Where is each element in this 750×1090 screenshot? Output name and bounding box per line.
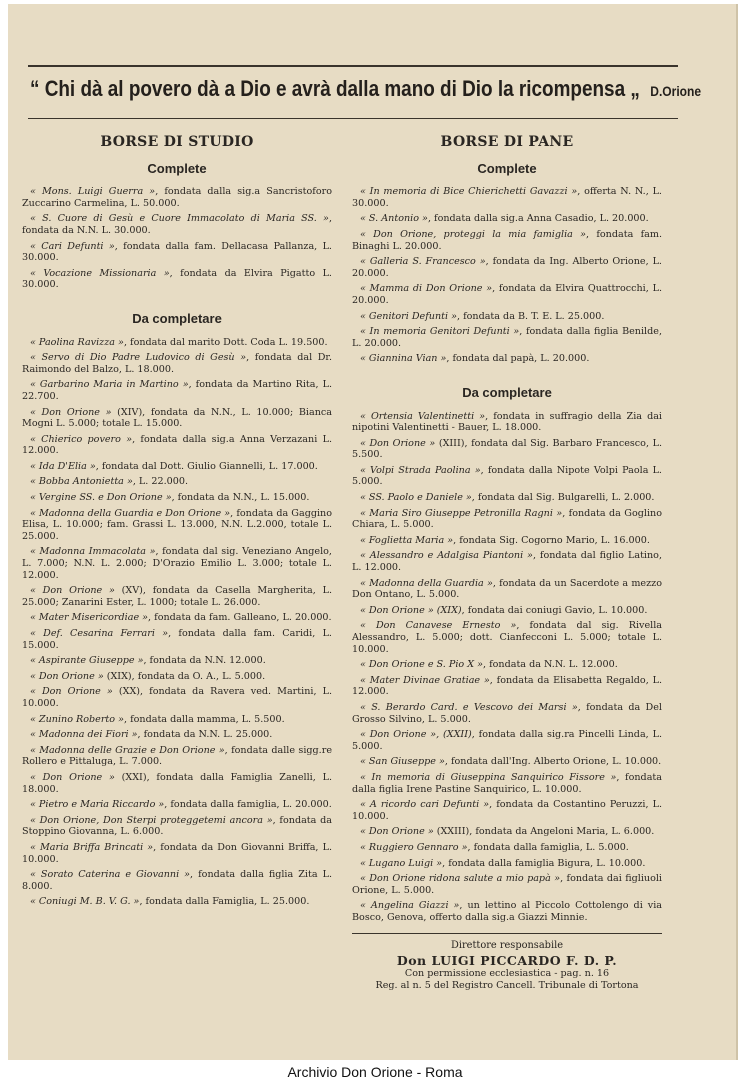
entry-title: « San Giuseppe » (360, 756, 445, 768)
credits-director: Don LUIGI PICCARDO F. D. P. (396, 952, 618, 968)
list-item (352, 620, 662, 655)
credits-role: Direttore responsabile (450, 940, 564, 952)
entry-detail: , un lettino al Piccolo Cottolengo di via Bosco, Genova, offerto dalla sig.a Giazzi Minnie. (352, 900, 662, 923)
entry-detail: , fondata dal Dr. Raimondo del Balzo, L. 18.000. (22, 352, 332, 375)
entry-title: « Madonna delle Grazie e Don Orione » (30, 744, 225, 756)
list-item (352, 550, 662, 573)
list-item (352, 465, 662, 488)
entry-title: « Ruggiero Gennaro » (360, 841, 468, 853)
list-item (352, 326, 662, 349)
entry-title: « Pietro e Maria Riccardo » (30, 799, 165, 811)
list-complete-studio (22, 186, 332, 291)
entry-title: « Aspirante Giuseppe » (30, 655, 144, 667)
list-item (22, 476, 332, 488)
list-item (352, 508, 662, 531)
entry-detail: (XX), fondata da Ravera ved. Martini, L. 10.000. (22, 686, 332, 709)
entry-title: « Don Orione » (30, 406, 112, 418)
motto-text: “ Chi dà al povero dà a Dio e avrà dalla mano di Dio la ricompensa „ (30, 76, 640, 101)
entry-title: « S. Cuore di Gesù e Cuore Immacolato di Maria SS. » (30, 213, 329, 225)
entry-detail: , fondata dalla famiglia, L. 5.000. (467, 841, 629, 853)
entry-detail: , fondata da Elvira Quattrocchi, L. 20.000. (352, 283, 662, 306)
entry-detail: , fondata dalla Famiglia, L. 25.000. (139, 896, 310, 908)
header-rule-top (28, 65, 678, 67)
entry-detail: , fondata in suffragio della Zia dai nipotini Valentinetti - Bauer, L. 18.000. (352, 410, 662, 434)
entry-detail: , fondata dalla Nipote Volpi Paola L. 5.000. (352, 464, 662, 488)
entry-title: « Don Orione, Don Sterpi proteggetemi ancora » (30, 814, 273, 826)
entry-detail: , fondata da B. T. E. L. 25.000. (456, 310, 605, 322)
entry-title: « Madonna della Guardia » (360, 577, 493, 589)
list-complete-pane (352, 186, 662, 365)
list-item (22, 379, 332, 402)
entry-detail: , fondata dall'Ing. Alberto Orione, L. 10.000. (444, 756, 662, 768)
list-item (22, 492, 332, 504)
list-item (22, 508, 332, 543)
list-item (352, 858, 662, 870)
list-todo-studio (22, 337, 332, 908)
entry-detail: , fondata da N.N. L. 12.000. (482, 659, 618, 671)
entry-title: « Volpi Strada Paolina » (360, 464, 481, 476)
list-item (22, 745, 332, 768)
entry-title: « Madonna della Guardia e Don Orione » (30, 507, 231, 519)
entry-title: « In memoria di Bice Chierichetti Gavazzi » (360, 186, 578, 198)
entry-detail: , fondata dalla sig.a Anna Verzazani L. 12.000. (22, 433, 332, 457)
list-item (22, 842, 332, 865)
entry-title: « S. Berardo Card. e Vescovo dei Marsi » (360, 701, 578, 713)
entry-detail: , fondata dalla famiglia, L. 20.000. (164, 799, 332, 811)
list-item (352, 873, 662, 896)
list-item (352, 492, 662, 504)
entry-detail: , fondata dal papà, L. 20.000. (446, 353, 590, 365)
entry-detail: , fondata da fam. Galleano, L. 20.000. (148, 612, 332, 624)
list-item (22, 268, 332, 291)
entry-detail: , fondata dal Dott. Giulio Giannelli, L. 17.000. (95, 460, 318, 472)
list-item (22, 241, 332, 264)
list-item (22, 461, 332, 473)
entry-detail: , fondata da N.N. L. 25.000. (137, 729, 273, 741)
subsection-complete: Complete (477, 160, 537, 176)
credits-block (352, 933, 662, 991)
list-item (22, 337, 332, 349)
entry-title: « Zunino Roberto » (30, 713, 124, 725)
list-item (352, 353, 662, 365)
page-edge (736, 4, 738, 1060)
list-item (22, 352, 332, 375)
archive-caption: Archivio Don Orione - Roma (287, 1064, 463, 1080)
list-item (352, 311, 662, 323)
entry-detail: , fondata dal sig. Veneziano Angelo, L. 7.000; N.N. L. 2.000; D'Orazio Emilio L. 3.000; totale L. 12.000. (22, 546, 332, 581)
entry-detail: (XXIII), fondata da Angeloni Maria, L. 6.000. (433, 826, 655, 838)
list-item (22, 686, 332, 709)
entry-title: « In memoria di Giuseppina Sanquirico Fissore » (360, 771, 617, 783)
subsection-da-completare: Da completare (132, 310, 222, 326)
list-item (22, 612, 332, 624)
list-item (22, 671, 332, 683)
entry-detail: (XIII), fondata dal Sig. Barbaro Francesco, L. 5.500. (352, 437, 662, 461)
entry-title: « Don Orione ridona salute a mio papà » (360, 873, 561, 885)
motto-signature: D.Orione (650, 83, 702, 99)
entry-detail: , fondata da Gaggino Elisa, L. 10.000; fam. Grassi L. 13.000, N.N. L.2.000, totale L. 25.000. (22, 507, 332, 542)
entry-title: « Garbarino Maria in Martino » (30, 379, 189, 391)
entry-title: « Lugano Luigi » (360, 857, 443, 869)
entry-title: « Sorato Caterina e Giovanni » (30, 869, 191, 881)
entry-title: « Vocazione Missionaria » (30, 267, 170, 279)
entry-detail: , fondata da Del Grosso Silvino, L. 5.000. (352, 701, 662, 725)
entry-title: « Maria Briffa Brincati » (30, 841, 154, 853)
list-item (22, 815, 332, 838)
entry-detail: , fondata da Elisabetta Regaldo, L. 12.000. (352, 674, 662, 698)
list-item (352, 229, 662, 252)
entry-detail: , fondata da N.N. 12.000. (143, 655, 266, 667)
credits-registration: Reg. al n. 5 del Registro Cancell. Tribunale di Tortona (375, 979, 639, 991)
entry-detail: , fondata da N.N., L. 15.000. (171, 492, 310, 504)
credits-permission: Con permissione ecclesiastica - pag. n. 16 (404, 968, 610, 980)
list-item (352, 756, 662, 768)
entry-detail: , fondata dalla figlia Benilde, L. 20.000. (352, 326, 662, 349)
list-item (352, 702, 662, 725)
entry-title: « Coniugi M. B. V. G. » (30, 896, 140, 908)
entry-detail: , fondata dal figlio Latino, L. 12.000. (352, 550, 662, 574)
entry-detail: , fondata dal marito Dott. Coda L. 19.500. (123, 336, 328, 348)
list-item (22, 896, 332, 908)
entry-detail: , fondata fam. Binaghi L. 20.000. (352, 228, 662, 252)
entry-title: « Madonna dei Fiori » (30, 729, 138, 741)
entry-title: « Don Orione » (30, 585, 115, 597)
entry-title: « Don Orione », (XXII) (360, 729, 472, 741)
entry-title: « Galleria S. Francesco » (360, 256, 486, 268)
list-item (352, 772, 662, 795)
list-item (352, 283, 662, 306)
list-item (352, 799, 662, 822)
list-item (22, 655, 332, 667)
list-item (22, 628, 332, 651)
entry-title: « Genitori Defunti » (360, 310, 457, 322)
entry-title: « Ida D'Elia » (30, 460, 96, 472)
list-item (352, 659, 662, 671)
entry-title: « Don Orione » (360, 437, 436, 449)
entry-title: « Chierico povero » (30, 433, 133, 445)
list-item (352, 605, 662, 617)
list-item (352, 729, 662, 752)
header-rule-bottom (28, 118, 678, 119)
list-item (352, 675, 662, 698)
entry-detail: , fondata dalla fam. Caridi, L. 15.000. (22, 628, 332, 651)
list-item (22, 714, 332, 726)
list-item (22, 186, 332, 209)
subsection-complete: Complete (147, 160, 207, 176)
entry-detail: , fondata dal sig. Rivella Alessandro, L. 5.000; dott. Cianfecconi L. 5.000; totale L. 10.000. (352, 620, 662, 655)
entry-detail: , fondata dalla mamma, L. 5.500. (123, 713, 285, 725)
entry-detail: , fondata dalla fam. Dellacasa Pallanza, L. 30.000. (22, 240, 332, 264)
header-motto (30, 76, 702, 116)
section-title-borse-di-pane: BORSE DI PANE (440, 134, 574, 150)
entry-title: « Don Orione » (30, 686, 113, 698)
entry-title: « Alessandro e Adalgisa Piantoni » (360, 550, 533, 562)
column-borse-di-pane (352, 132, 662, 991)
entry-title: « Cari Defunti » (30, 240, 115, 252)
entry-title: « Don Orione, proteggi la mia famiglia » (360, 228, 587, 240)
list-item (352, 900, 662, 923)
entry-title: « Giannina Vian » (360, 353, 447, 365)
list-item (352, 411, 662, 434)
list-item (22, 407, 332, 430)
entry-title: « Don Canavese Ernesto » (360, 620, 517, 632)
entry-title: « Foglietta Maria » (360, 534, 454, 546)
column-borse-di-studio (22, 132, 332, 912)
entry-title: « Don Orione e S. Pio X » (360, 659, 483, 671)
list-item (22, 434, 332, 457)
entry-detail: , fondata da N.N. L. 30.000. (22, 213, 332, 236)
entry-title: « Mamma di Don Orione » (360, 283, 493, 295)
entry-title: « S. Antonio » (360, 213, 428, 225)
subsection-da-completare: Da completare (462, 384, 552, 400)
entry-detail: (XIX), fondata da O. A., L. 5.000. (103, 670, 266, 682)
entry-title: « Don Orione » (30, 771, 115, 783)
entry-detail: , fondata dalla figlia Zita L. 8.000. (22, 869, 332, 892)
list-item (352, 826, 662, 838)
entry-detail: (XXI), fondata dalla Famiglia Zanelli, L. 18.000. (22, 771, 332, 795)
entry-title: « Maria Siro Giuseppe Petronilla Ragni » (360, 507, 563, 519)
entry-title: « Paolina Ravizza » (30, 336, 124, 348)
entry-title: « Bobba Antonietta » (30, 476, 133, 488)
entry-detail: (XIV), fondata da N.N., L. 10.000; Bianca Mogni L. 5.000; totale L. 15.000. (22, 406, 332, 430)
entry-title: « Angelina Giazzi » (360, 900, 460, 912)
list-item (22, 585, 332, 608)
entry-title: « Don Orione » (30, 670, 104, 682)
list-item (352, 578, 662, 601)
entry-title: « A ricordo cari Defunti » (360, 799, 490, 811)
list-item (352, 186, 662, 209)
entry-detail: , fondata dalla figlia Irene Pastine Sanquirico, L. 10.000. (352, 771, 662, 795)
entry-detail: (XV), fondata da Casella Margherita, L. 25.000; Zanarini Ester, L. 1000; totale L. 26.000. (22, 585, 332, 608)
list-item (352, 213, 662, 225)
entry-detail: , offerta N. N., L. 30.000. (352, 186, 662, 209)
list-item (22, 546, 332, 581)
entry-detail: , fondata da Goglino Chiara, L. 5.000. (352, 507, 662, 531)
entry-title: « In memoria Genitori Defunti » (360, 326, 520, 338)
entry-detail: , fondata da Don Giovanni Briffa, L. 10.000. (22, 841, 332, 865)
entry-detail: , fondata da Costantino Peruzzi, L. 10.000. (352, 799, 662, 822)
entry-detail: , fondata da Stoppino Giovanna, L. 6.000. (22, 814, 333, 838)
entry-detail: , fondata dalla famiglia Bigura, L. 10.000. (442, 857, 646, 869)
entry-title: « Mater Misericordiae » (30, 612, 149, 624)
entry-detail: , fondata dalla sig.ra Pincelli Linda, L. 5.000. (352, 729, 662, 752)
section-title-borse-di-studio: BORSE DI STUDIO (100, 134, 254, 150)
entry-title: « Mater Divinae Gratiae » (360, 674, 490, 686)
entry-title: « Vergine SS. e Don Orione » (30, 492, 172, 504)
entry-detail: , fondata dalla sig.a Anna Casadio, L. 20.000. (427, 213, 649, 225)
entry-title: « Madonna Immacolata » (30, 546, 156, 558)
list-item (22, 772, 332, 795)
list-item (22, 869, 332, 892)
entry-title: « Ortensia Valentinetti » (360, 410, 486, 422)
entry-title: « Def. Cesarina Ferrari » (30, 628, 169, 639)
entry-detail: , fondata da un Sacerdote a mezzo Don Ontano, L. 5.000. (352, 577, 662, 601)
list-item (22, 729, 332, 741)
list-item (352, 256, 662, 279)
entry-title: « SS. Paolo e Daniele » (360, 492, 472, 504)
list-item (352, 438, 662, 461)
list-todo-pane (352, 411, 662, 924)
list-item (352, 842, 662, 854)
list-item (352, 535, 662, 547)
entry-title: « Don Orione » (XIX) (360, 604, 462, 616)
entry-detail: , fondata Sig. Cogorno Mario, L. 16.000. (453, 534, 650, 546)
list-item (22, 213, 332, 236)
entry-title: « Mons. Luigi Guerra » (30, 186, 156, 198)
entry-title: « Servo di Dio Padre Ludovico di Gesù » (30, 352, 247, 364)
list-item (22, 799, 332, 811)
entry-detail: , fondata dalle sigg.re Rollero e Pittaluga, L. 7.000. (22, 744, 332, 768)
entry-detail: , fondata dai figliuoli Orione, L. 5.000. (352, 873, 662, 896)
entry-detail: , fondata da Elvira Pigatto L. 30.000. (22, 267, 332, 291)
entry-detail: , fondata da Martino Rita, L. 22.700. (22, 379, 332, 402)
entry-detail: , fondata dalla sig.a Sancristoforo Zuccarino Carmelina, L. 50.000. (22, 186, 332, 209)
entry-detail: , L. 22.000. (132, 476, 188, 488)
entry-detail: , fondata dal Sig. Bulgarelli, L. 2.000. (471, 492, 655, 504)
entry-title: « Don Orione » (360, 826, 434, 838)
entry-detail: , fondata dai coniugi Gavio, L. 10.000. (461, 604, 648, 616)
entry-detail: , fondata da Ing. Alberto Orione, L. 20.000. (352, 256, 662, 279)
